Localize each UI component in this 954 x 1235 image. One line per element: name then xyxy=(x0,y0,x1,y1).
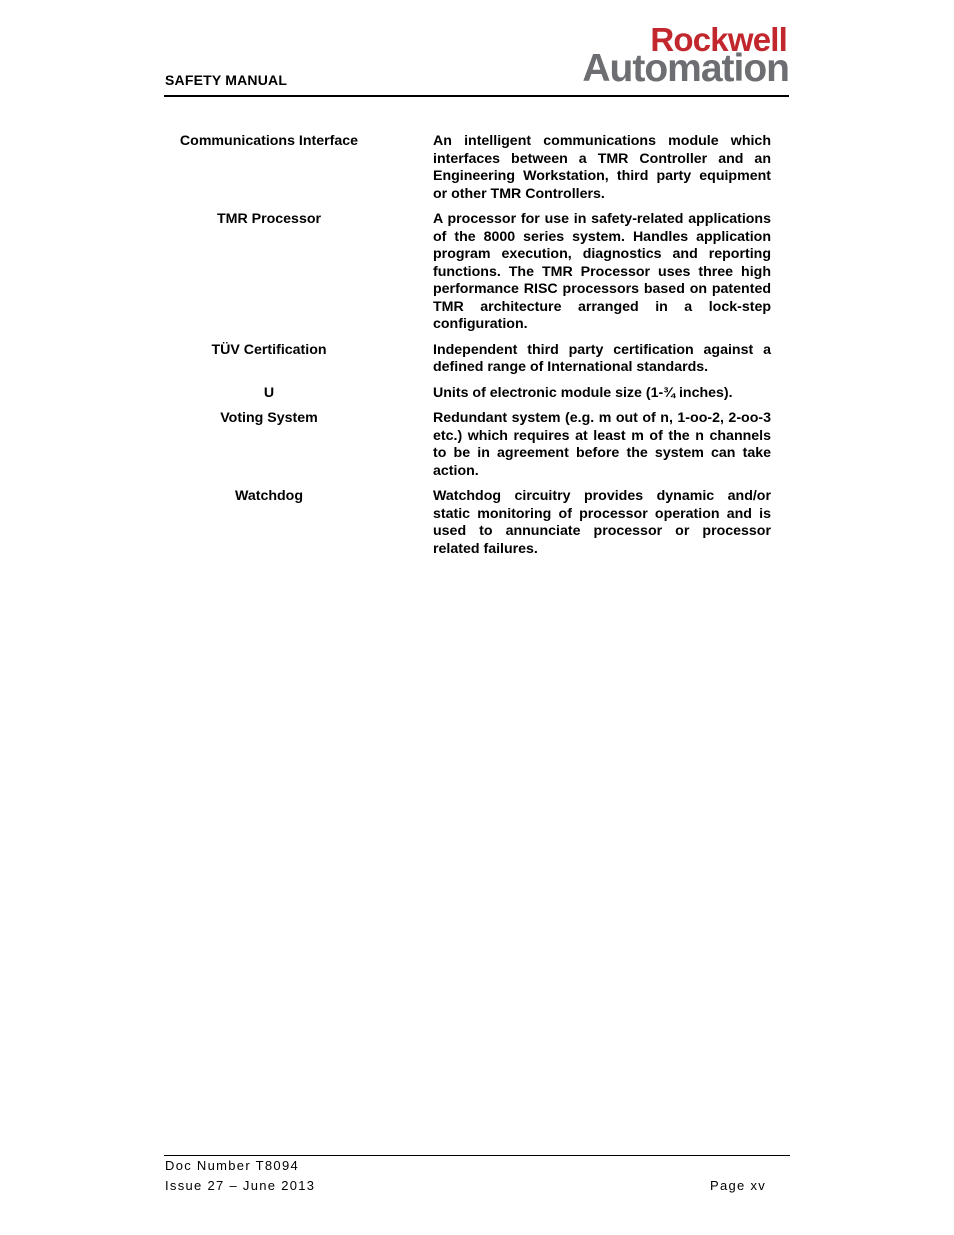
issue-date: Issue 27 – June 2013 xyxy=(165,1178,316,1193)
glossary-term: Communications Interface xyxy=(179,133,359,149)
header-divider xyxy=(164,95,789,97)
glossary-entry xyxy=(165,211,771,334)
logo-line-automation: Automation xyxy=(582,47,789,90)
glossary-term: Watchdog xyxy=(234,488,304,504)
page-number: Page xv xyxy=(710,1178,767,1193)
glossary-entry xyxy=(165,133,771,203)
glossary-entry xyxy=(165,410,771,480)
rockwell-automation-logo xyxy=(553,21,789,90)
glossary-definition: Units of electronic module size (1-¾ inches). xyxy=(433,384,733,401)
glossary-definition: Watchdog circuitry provides dynamic and/or static monitoring of processor operation and is used to annunciate processor or processor related failures. xyxy=(433,488,771,557)
glossary-entry xyxy=(165,342,771,377)
glossary-entry xyxy=(165,488,771,558)
glossary-definition: Redundant system (e.g. m out of n, 1-oo-2, 2-oo-3 etc.) which requires at least m of the n channels to be in agreement before the system can take action. xyxy=(433,410,771,479)
doc-number: Doc Number T8094 xyxy=(165,1158,300,1173)
glossary-term: Voting System xyxy=(220,410,318,426)
footer-divider xyxy=(164,1155,790,1156)
glossary-term: TMR Processor xyxy=(216,211,322,227)
glossary-term: U xyxy=(263,384,275,401)
logo-line-rockwell: Rockwell xyxy=(650,21,787,58)
glossary-definition: A processor for use in safety-related applications of the 8000 series system. Handles application program execution, diagnostics and reporting functions. The TMR Processor uses three high performance RISC processors based on patented TMR architecture arranged in a lock-step configuration. xyxy=(433,211,771,332)
glossary-entry xyxy=(165,385,771,403)
document-title: SAFETY MANUAL xyxy=(165,72,288,88)
glossary-definition: Independent third party certification against a defined range of International standards. xyxy=(433,341,771,375)
glossary-definition: An intelligent communications module which interfaces between a TMR Controller and an Engineering Workstation, third party equipment or other TMR Controllers. xyxy=(433,133,771,202)
glossary-term: TÜV Certification xyxy=(211,341,327,358)
glossary-list xyxy=(165,133,771,566)
